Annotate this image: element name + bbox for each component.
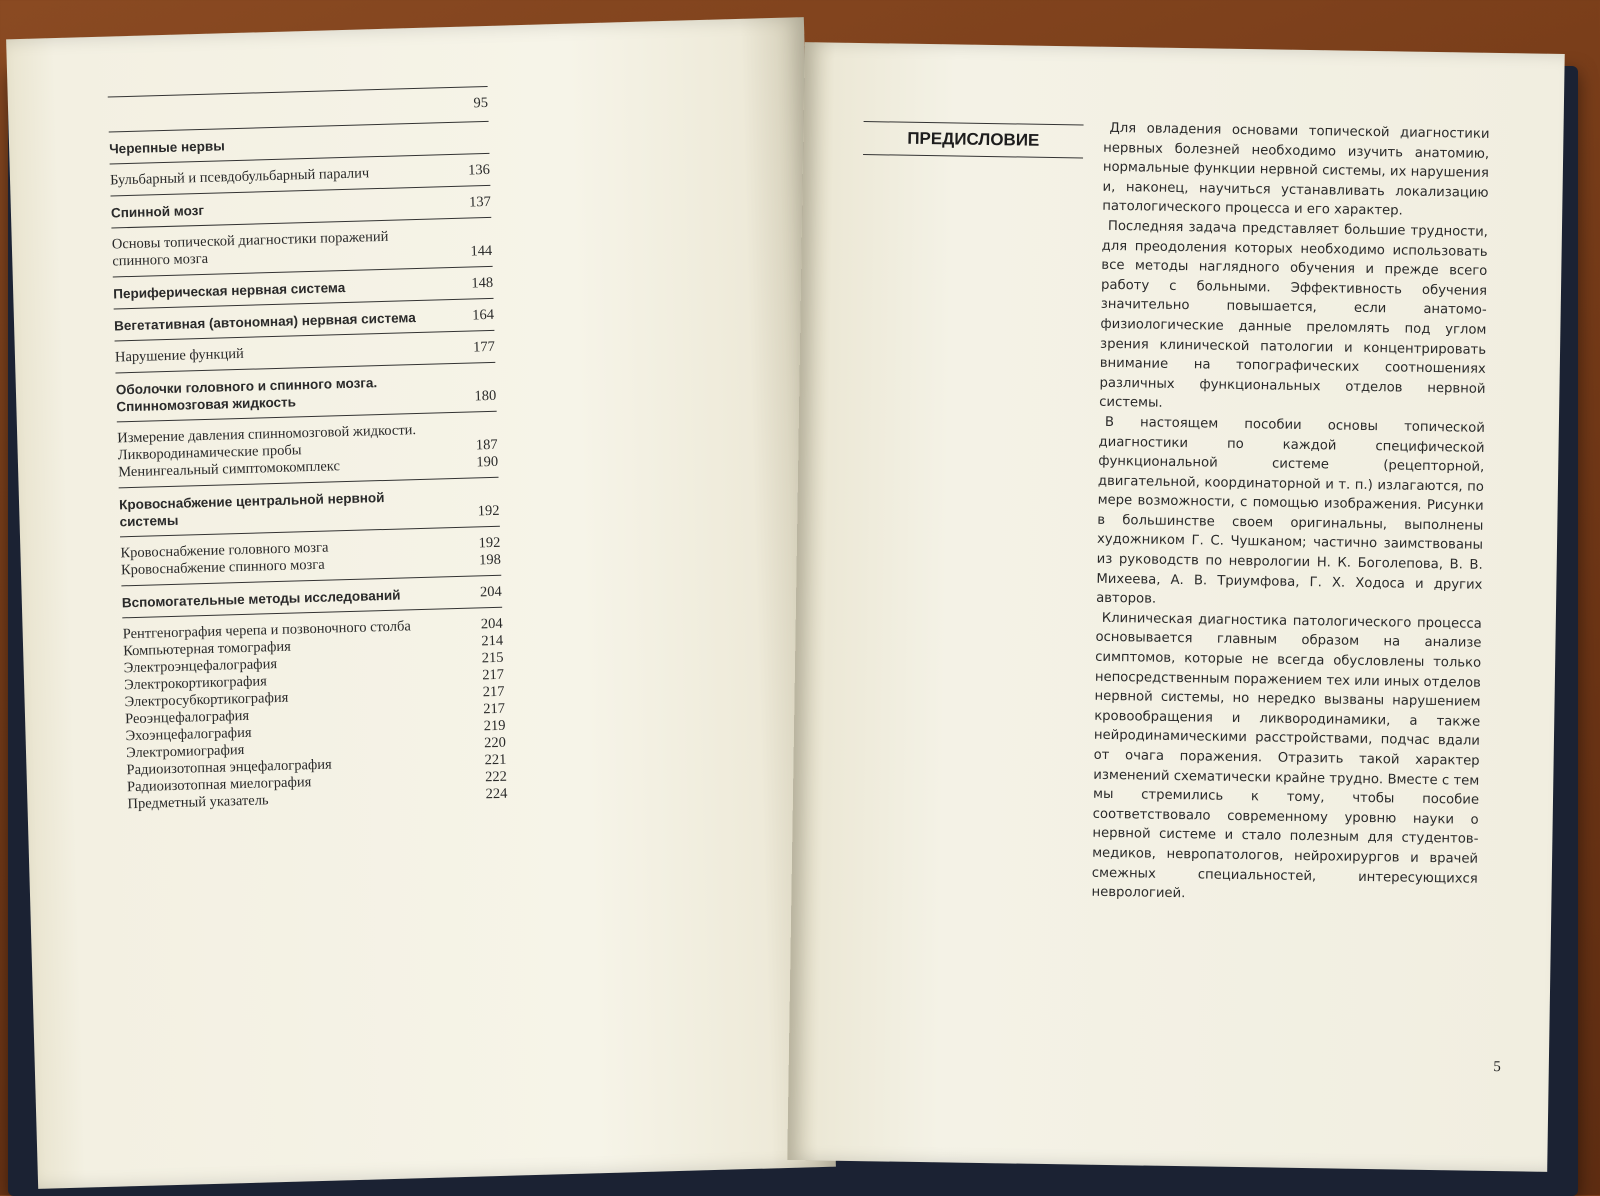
toc-entry-title: Вегетативная (автономная) нервная система — [113, 310, 416, 334]
toc-entry-page: 180 — [474, 387, 497, 405]
toc-entry — [115, 339, 495, 367]
toc-entry — [111, 194, 491, 222]
toc-entry-title: Радиоизотопная энцефалография — [126, 756, 332, 779]
toc-entry-title: Электросубкортикография — [124, 689, 289, 711]
toc-entry-page: 215 — [481, 649, 504, 667]
toc-entry-page: 220 — [483, 734, 507, 752]
toc-entry-page: 217 — [482, 666, 505, 684]
table-of-contents — [108, 86, 508, 819]
toc-entry-page: 164 — [472, 306, 495, 324]
toc-entry-title: Радиоизотопная миелография — [126, 774, 312, 796]
toc-page-number: 95 — [473, 94, 489, 112]
toc-entry-title: Нарушение функций — [114, 345, 244, 366]
toc-entry-page: 136 — [467, 161, 491, 179]
toc-entry — [116, 371, 497, 416]
toc-entry — [110, 162, 490, 190]
page-number: 5 — [1493, 1059, 1501, 1076]
toc-entry-title: Эхоэнцефалография — [125, 724, 252, 745]
toc-entry-title: Кровоснабжение головного мозга — [120, 539, 329, 562]
right-page — [787, 42, 1564, 1172]
open-book — [8, 28, 1578, 1195]
toc-entry-title: Оболочки головного и спинного мозга. Спинномозговая жидкость — [115, 375, 378, 415]
toc-entry — [112, 226, 493, 271]
toc-entry-page: 198 — [478, 551, 502, 569]
preface-paragraph: Последняя задача представляет большие трудности, для преодоления которых необходимо использовать все методы наглядного обучения и прежде всего работу с больными. Эффективность обучения значительно повышается, если анатомо-физиологические данные преломлять под углом зрения клинической патологии и концентрировать внимание на топографических соотношениях различных функциональных отделов нервной системы. — [1099, 218, 1489, 412]
toc-section — [117, 411, 499, 488]
preface-text — [1091, 119, 1489, 909]
toc-entry-page — [455, 147, 489, 148]
toc-entry-page: 219 — [483, 717, 506, 735]
toc-entry-title: Электромиография — [125, 741, 245, 762]
toc-entry-page: 192 — [478, 534, 501, 552]
toc-entry-title: Реоэнцефалография — [124, 707, 250, 728]
left-page — [6, 17, 836, 1189]
toc-entry-page: 148 — [471, 274, 494, 292]
preface-paragraph: Клиническая диагностика патологического процесса основывается главным образом на анализе симптомов, которые не всегда обусловлены только непосредственным поражением тех или иных отделов нервной системы, но нередко вызваны нарушением кровообращения и ликвородинамики, а также нейродинамическими расстройствами, подчас вдали от очага поражения. Отразить такой характер изменений схематически крайне трудно. Вместе с тем мы стремились к тому, чтобы пособие соответствовало современному уровню науки о нервной системе и стало полезным для студентов-медиков, невропатологов, нейрохирургов и врачей смежных специальностей, интересующихся неврологией. — [1091, 610, 1482, 902]
toc-entry-page: 177 — [472, 338, 496, 356]
toc-entry-page: 204 — [480, 615, 503, 633]
toc-entry — [109, 130, 489, 158]
preface-heading: ПРЕДИСЛОВИЕ — [863, 121, 1084, 158]
toc-entry-page: 222 — [484, 768, 508, 786]
toc-entry-title: Основы топической диагностики поражений спинного мозга — [111, 228, 389, 270]
toc-section — [122, 607, 507, 820]
toc-entry-page: 192 — [477, 502, 500, 520]
toc-entry-title: Менингеальный симптомокомплекс — [118, 458, 341, 481]
toc-entry — [114, 307, 494, 335]
toc-entry-page: 214 — [481, 632, 504, 650]
toc-entry-title: Вспомогательные методы исследований — [121, 587, 401, 611]
toc-entry — [113, 275, 493, 303]
toc-entry-title: Рентгенография черепа и позвоночного столба — [122, 618, 412, 643]
toc-entry-title: Спинной мозг — [110, 202, 205, 221]
toc-entry-page: 190 — [476, 453, 499, 471]
toc-entry-page: 217 — [482, 683, 505, 701]
toc-entries — [109, 121, 508, 819]
toc-entry — [122, 584, 502, 612]
toc-entry-title: Бульбарный и псевдобульбарный паралич — [109, 165, 370, 189]
toc-entry-page: 204 — [479, 583, 502, 601]
toc-entry-title: Компьютерная томография — [123, 638, 292, 660]
toc-entry-page: 221 — [484, 751, 507, 769]
toc-entry-title: Предметный указатель — [127, 792, 269, 813]
preface-paragraph: В настоящем пособии основы топической диагностики по каждой специфической функциональной системе (рецепторной, двигательной, координаторной и т. п.) излагаются, по мере возможности, с помощью изображения. Рисунки в большинстве своем оригинальны, выполнены художником Г. С. Чушканом; частично заимствованы из руководств по неврологии Н. К. Боголепова, В. В. Михеева, А. В. Триумфова, Г. Х. Ходоса и других авторов. — [1096, 414, 1485, 607]
preface-paragraph: Для овладения основами топической диагностики нервных болезней необходимо изучить анатомию, нормальные функции нервной системы, их нарушения и, наконец, научиться устанавливать локализацию патологического процесса и его характер. — [1102, 120, 1490, 219]
toc-entry-title: Черепные нервы — [108, 138, 225, 157]
toc-entry-page: 187 — [475, 436, 498, 454]
toc-entry-title: Кровоснабжение спинного мозга — [120, 556, 325, 579]
toc-entry-page: 217 — [483, 700, 506, 718]
toc-entry-title: Измерение давления спинномозговой жидкости. Ликвородинамические пробы — [117, 422, 417, 464]
toc-entry — [119, 486, 500, 531]
toc-entry-page: 224 — [485, 785, 508, 803]
toc-entry-title: Кровоснабжение центральной нервной системы — [118, 489, 385, 530]
toc-entry-title: Периферическая нервная система — [113, 279, 346, 302]
toc-entry-title: Электрокортикография — [123, 673, 268, 694]
toc-entry-page: 137 — [468, 193, 492, 211]
toc-entry-title: Электроэнцефалография — [123, 656, 278, 677]
toc-entry-page: 144 — [470, 242, 493, 260]
